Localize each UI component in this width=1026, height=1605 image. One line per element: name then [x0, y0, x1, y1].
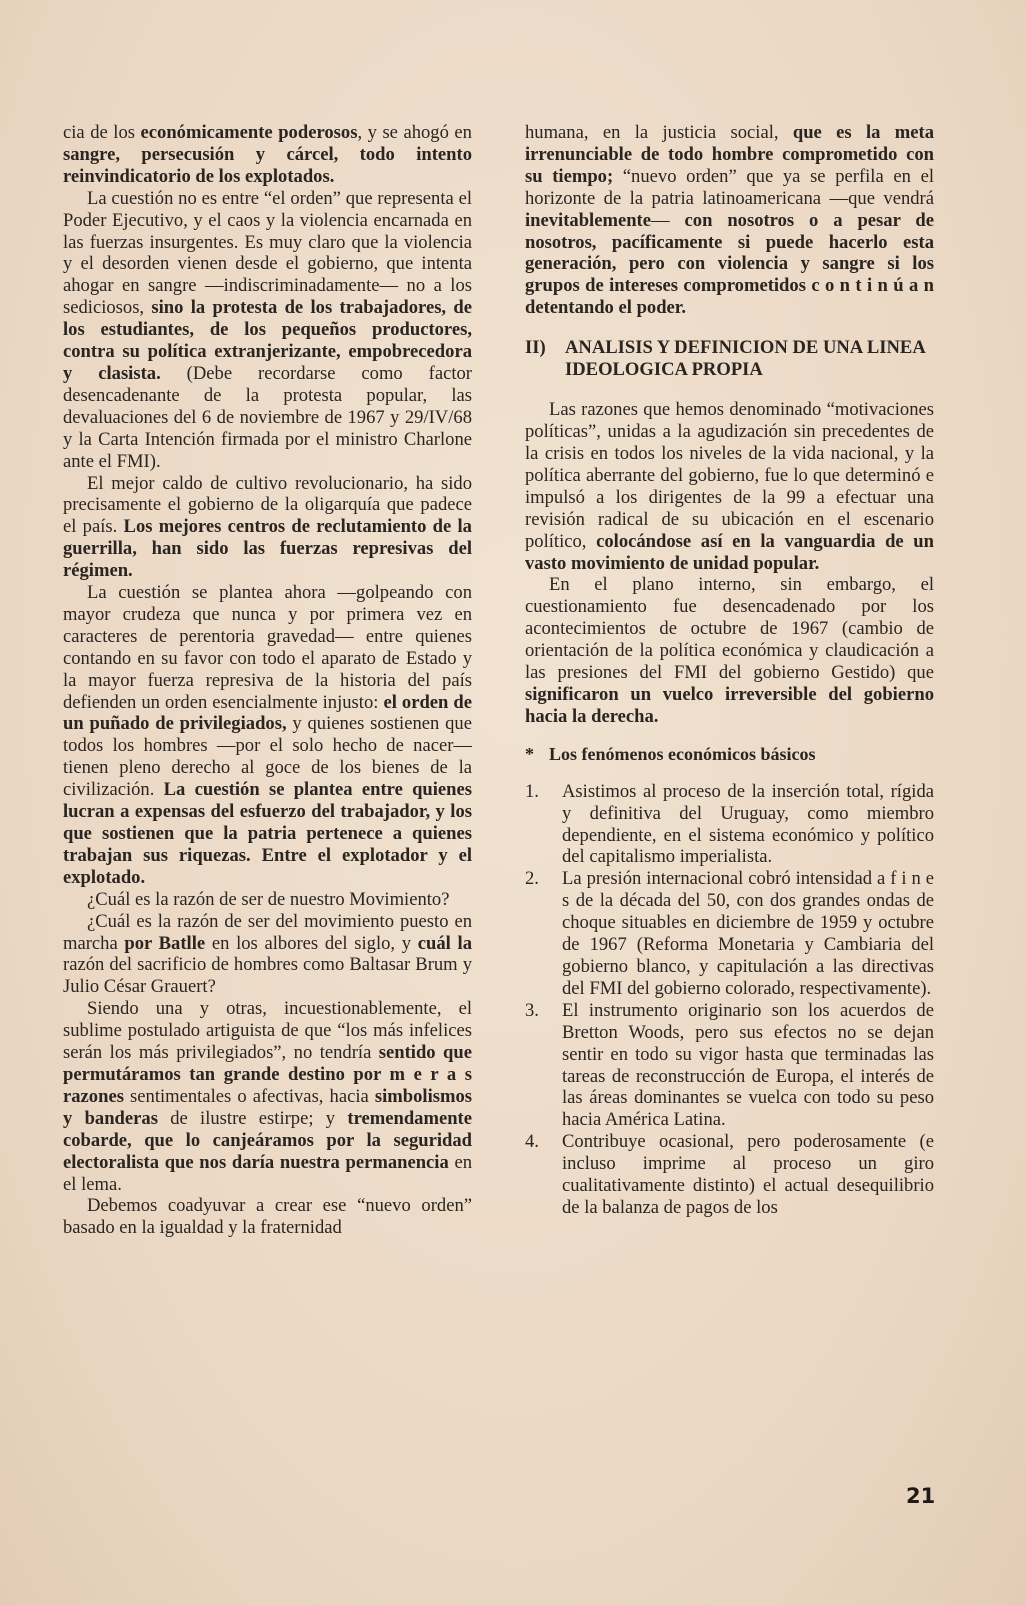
bold-text-segment: por Batlle — [124, 932, 206, 954]
section-heading — [525, 337, 934, 381]
text-segment: sentimentales o afectivas, hacia — [123, 1085, 375, 1107]
bold-text-segment: sangre, persecusión y cárcel — [63, 143, 334, 165]
right-intro-paragraph — [525, 122, 934, 319]
text-segment: “nuevo orden” que ya se perfila en el horizonte de la patria latinoamericana —que vendrá — [525, 165, 934, 209]
body-paragraph — [63, 122, 472, 188]
text-segment: Debemos coadyuvar a crear ese “nuevo orden” basado en la igualdad y la fraternidad — [63, 1195, 472, 1239]
text-segment: razón del sacrificio de hombres como Baltasar Brum y Julio César Grauert? — [63, 954, 472, 998]
left-column — [63, 122, 472, 1239]
bold-text-segment: significaron un vuelco irreversible del gobierno hacia la derecha. — [525, 683, 934, 727]
text-segment: La cuestión se plantea ahora —golpeando con mayor crudeza que nunca y por primera vez en caracteres de perentoria gravedad— entre quienes contando en su favor con todo el aparato de Estado y la mayor fuerza represiva de la historia del país defienden un orden esencialmente injusto: — [63, 582, 472, 713]
body-paragraph — [525, 399, 934, 574]
text-segment: de ilustre estirpe; y — [157, 1107, 348, 1129]
text-segment: ¿Cuál es la razón de ser del movimiento puesto en marcha — [63, 910, 472, 954]
list-item-number: 2. — [525, 868, 539, 890]
text-segment: en los albores del siglo, y — [205, 932, 418, 954]
text-segment: humana, en la justicia social, — [525, 122, 793, 143]
bold-text-segment: , todo intento reinvindicatorio de los explotados. — [63, 143, 472, 187]
list-item — [525, 1131, 934, 1219]
list-item-number: 1. — [525, 780, 539, 802]
asterisk-marker: * — [525, 743, 534, 764]
bold-text-segment: colocándose así en la vanguardia de un vasto movimiento de unidad popular. — [525, 530, 934, 574]
bold-text-segment: inevitablemente — [525, 209, 651, 231]
text-segment: La cuestión no es entre “el orden” que representa el Poder Ejecutivo, y el caos y la violencia encarnada en las fuerzas insurgentes. Es muy claro que la violencia y el desorden vienen desde el gobierno, que intenta ahogar en sangre —indiscriminadamente— no a los sediciosos, — [63, 187, 472, 319]
text-segment: Asistimos al proceso de la inserción total, rígida y definitiva del Uruguay, como miembro dependiente, en el sistema económico y político del capitalismo imperialista. — [562, 780, 934, 868]
text-segment: Las razones que hemos denominado “motivaciones políticas”, unidas a la agudización sin precedentes de la crisis en todos los niveles de la vida nacional, y la política aberrante del gobierno, fue lo que determinó e impulsó a los dirigentes de la 99 a efectuar una revisión radical de su ubicación en el escenario político, — [525, 399, 934, 552]
page-number: 21 — [906, 1484, 936, 1508]
text-segment: El mejor caldo de cultivo revolucionario, ha sido precisamente el gobierno de la oligarquía que padece el país. — [63, 472, 472, 538]
text-segment: El instrumento originario son los acuerdos de Bretton Woods, pero sus efectos no se dejan sentir en todo su vigor hasta que terminadas las tareas de reconstrucción de Europa, el interés de las áreas dominantes se vuelca con todo su peso hacia América Latina. — [562, 999, 934, 1131]
bold-text-segment: sino la protesta de los trabajadores, de los estudiantes, de los pequeños productores, contra su política extranjerizante, empobrecedora y clasista. — [63, 297, 472, 384]
body-paragraph — [63, 1195, 472, 1239]
subsection-heading — [525, 744, 934, 765]
numbered-list — [525, 781, 934, 1219]
text-segment: y quienes sostienen que todos los hombres —por el solo hecho de nacer— tienen pleno derecho al goce de los bienes de la civilización. — [63, 713, 472, 801]
body-paragraph — [63, 473, 472, 583]
text-segment: ¿Cuál es la razón de ser de nuestro Movimiento? — [87, 888, 450, 910]
text-segment: en el lema. — [63, 1151, 472, 1195]
section-body — [525, 399, 934, 728]
bold-text-segment: el orden de un puñado de privilegiados, — [63, 691, 472, 735]
text-segment: cia de los — [63, 122, 141, 143]
text-segment: , y se ahogó en — [357, 122, 472, 143]
bold-text-segment: La cuestión se plantea entre quienes lucran a expensas del esfuerzo del trabajador, y los que sostienen que la patria pertenece a quienes trabajan sus riquezas. Entre el explotador y el explotado. — [63, 779, 473, 888]
text-segment: Siendo una y otras, incuestionablemente, el sublime postulado artiguista de que “los más infelices serán los más privilegiados”, no tendría — [63, 998, 472, 1064]
list-item — [525, 1000, 934, 1131]
list-item-number: 4. — [525, 1131, 539, 1153]
section-heading-number: II) — [525, 337, 546, 359]
list-item-number: 3. — [525, 999, 539, 1021]
bold-text-segment: simbolismos y banderas — [63, 1085, 472, 1129]
body-paragraph — [63, 998, 472, 1195]
list-item — [525, 868, 934, 999]
body-paragraph — [63, 911, 472, 999]
body-paragraph — [63, 582, 472, 889]
bold-text-segment: económicamente poderosos — [140, 122, 358, 143]
text-segment: Contribuye ocasional, pero poderosamente (e incluso imprime al proceso un giro cualitativamente distinto) el actual desequilibrio de la balanza de pagos de los — [562, 1131, 934, 1218]
section-heading-text: ANALISIS Y DEFINICION DE UNA LINEA IDEOLOGICA PROPIA — [565, 337, 925, 381]
subsection-heading-text: Los fenómenos económicos básicos — [549, 743, 816, 764]
text-segment: En el plano interno, sin embargo, el cuestionamiento fue desencadenado por los acontecimientos de octubre de 1967 (cambio de orientación de la política económica y claudicación a las presiones del FMI del gobierno Gestido) que — [525, 574, 934, 684]
text-segment: — — [651, 209, 685, 231]
bold-text-segment: Los mejores centros de reclutamiento de la guerrilla, han sido las fuerzas represivas del régimen. — [63, 516, 472, 582]
bold-text-segment: sentido que permutáramos tan grande destino por m e r a s razones — [63, 1042, 472, 1107]
bold-text-segment: que es la meta irrenunciable de todo hombre comprometido con su tiempo; — [525, 122, 934, 187]
body-paragraph — [63, 188, 472, 473]
text-segment: La presión internacional cobró intensidad a f i n e s de la década del 50, con dos grandes ondas de choque situables en diciembre de 1959 y octubre de 1967 (Reforma Monetaria y Cambiaria del gobierno blanco, y capitulación a las directivas del FMI del gobierno colorado, respectivamente). — [562, 868, 934, 999]
bold-text-segment: con nosotros o a pesar de nosotros, pacíficamente si puede hacerlo esta generación, pero con violencia y sangre si los grupos de intereses comprometidos c o n t i n ú a n detentando el poder. — [525, 209, 934, 319]
text-segment: (Debe recordarse como factor desencadenante de la protesta popular, las devaluaciones del 6 de noviembre de 1967 y 29/IV/68 y la Carta Intención firmada por el ministro Charlone ante el FMI). — [63, 362, 472, 472]
right-column — [525, 122, 934, 1219]
bold-text-segment: tremendamente cobarde, que lo canjeáramos por la seguridad electoralista que nos daría nuestra permanencia — [63, 1107, 472, 1173]
list-item — [525, 781, 934, 869]
body-paragraph — [525, 574, 934, 727]
bold-text-segment: cuál la — [417, 932, 472, 954]
body-paragraph — [63, 889, 472, 911]
